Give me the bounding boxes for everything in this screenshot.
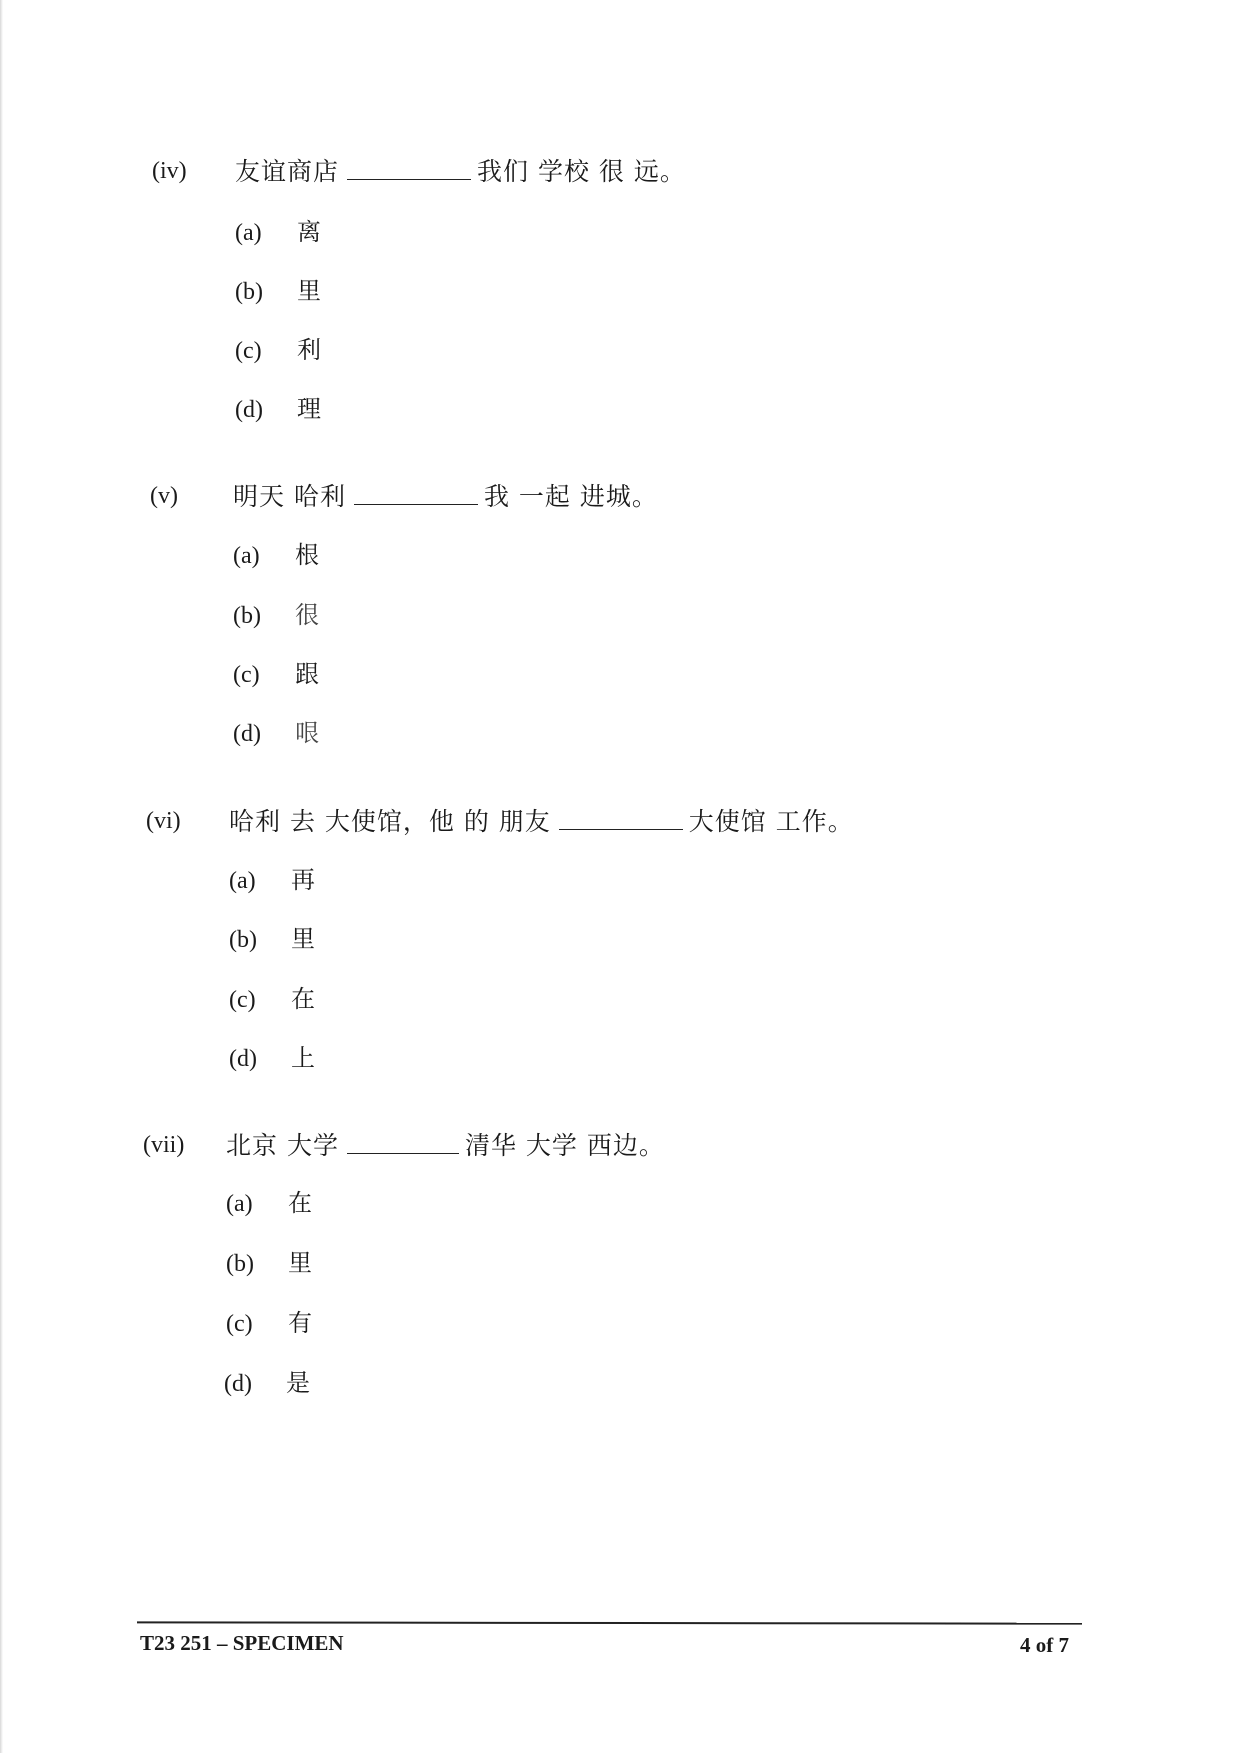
option-letter: (c) (229, 987, 256, 1013)
option-text: 利 (297, 336, 321, 364)
option-letter: (b) (226, 1251, 254, 1277)
option-d (235, 393, 321, 425)
option-letter: (a) (226, 1191, 253, 1217)
question-number: (vi) (146, 808, 181, 834)
option-b (235, 275, 321, 307)
option-b (229, 923, 315, 955)
answer-blank (347, 1131, 459, 1154)
option-letter: (d) (224, 1371, 252, 1397)
question-stem (235, 156, 686, 188)
option-a (235, 216, 321, 248)
option-letter: (a) (229, 868, 256, 894)
option-text: 理 (297, 395, 321, 423)
option-text: 里 (291, 925, 315, 953)
option-d (233, 717, 319, 749)
option-letter: (b) (233, 603, 261, 629)
option-text: 离 (297, 218, 321, 246)
option-letter: (c) (226, 1311, 253, 1337)
question-number: (vii) (143, 1132, 185, 1158)
stem-before: 友谊商店 (235, 157, 340, 186)
option-text: 上 (291, 1044, 315, 1072)
option-text: 哏 (295, 719, 319, 747)
option-d (224, 1367, 310, 1399)
option-text: 根 (295, 541, 319, 569)
option-c (229, 983, 315, 1015)
option-letter: (c) (233, 662, 260, 688)
answer-blank (559, 807, 683, 830)
stem-after: 我们 学校 很 远。 (477, 157, 686, 186)
option-text: 是 (286, 1369, 310, 1397)
question-stem (226, 1130, 665, 1162)
footer-page-number: 4 of 7 (1020, 1633, 1069, 1657)
option-c (235, 334, 321, 366)
option-letter: (c) (235, 338, 262, 364)
stem-after: 清华 大学 西边。 (464, 1131, 665, 1160)
stem-before: 明天 哈利 (233, 482, 346, 511)
stem-after: 我 一起 进城。 (483, 482, 658, 511)
option-letter: (b) (229, 927, 257, 953)
option-text: 在 (288, 1189, 312, 1217)
answer-blank (347, 157, 471, 180)
option-a (233, 539, 319, 571)
question-stem (229, 806, 854, 838)
page-edge-shadow (0, 0, 3, 1753)
option-letter: (a) (235, 220, 262, 246)
option-letter: (b) (235, 279, 263, 305)
option-text: 跟 (295, 660, 319, 688)
question-number: (v) (150, 483, 178, 509)
option-d (229, 1042, 315, 1074)
option-b (226, 1247, 312, 1279)
answer-blank (354, 482, 478, 505)
stem-before: 北京 大学 (226, 1131, 339, 1160)
question-stem (233, 481, 658, 513)
option-letter: (a) (233, 543, 260, 569)
option-text: 有 (288, 1309, 312, 1337)
footer-exam-code: T23 251 – SPECIMEN (140, 1631, 344, 1655)
option-text: 里 (297, 277, 321, 305)
option-letter: (d) (235, 397, 263, 423)
option-a (229, 864, 315, 896)
option-c (226, 1307, 312, 1339)
stem-after: 大使馆 工作。 (688, 807, 854, 836)
question-number: (iv) (152, 158, 187, 184)
option-a (226, 1187, 312, 1219)
option-text: 里 (288, 1249, 312, 1277)
stem-before: 哈利 去 大使馆，他 的 朋友 (229, 807, 551, 836)
option-text: 很 (295, 601, 319, 629)
option-text: 在 (291, 985, 315, 1013)
footer-rule (137, 1621, 1082, 1624)
option-c (233, 658, 319, 690)
option-b (233, 599, 319, 631)
option-letter: (d) (229, 1046, 257, 1072)
option-text: 再 (291, 866, 315, 894)
option-letter: (d) (233, 721, 261, 747)
